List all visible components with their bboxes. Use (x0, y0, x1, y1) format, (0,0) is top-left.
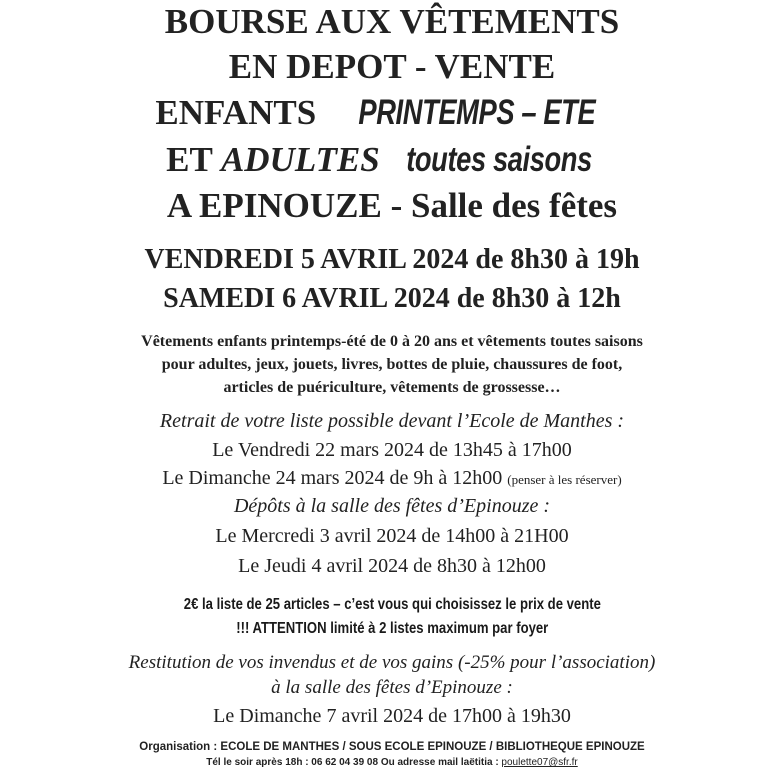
price-line-1-text: 2€ la liste de 25 articles – c’est vous qui choisissez le prix de vente (183, 596, 601, 613)
date-friday: VENDREDI 5 AVRIL 2024 de 8h30 à 19h (144, 244, 640, 275)
retrait-date-2-note: (penser à les réserver) (507, 472, 622, 487)
title-line-5: A EPINOUZE - Salle des fêtes (166, 186, 618, 225)
title-adultes: ADULTES (220, 140, 380, 179)
footer-organisation: Organisation : ECOLE DE MANTHES / SOUS ECOLE EPINOUZE / BIBLIOTHEQUE EPINOUZE (139, 741, 645, 753)
date-saturday: SAMEDI 6 AVRIL 2024 de 8h30 à 12h (163, 283, 621, 314)
price-line-2-text: !!! ATTENTION limité à 2 listes maximum par foyer (235, 620, 549, 637)
title-line-1: BOURSE AUX VÊTEMENTS (164, 2, 620, 41)
title-et: ET (166, 140, 221, 179)
title-line-4 (0, 140, 784, 180)
depots-heading: Dépôts à la salle des fêtes d’Epinouze : (233, 495, 551, 517)
price-line-1 (0, 594, 784, 616)
footer-contact (0, 755, 784, 770)
title-line-3 (0, 93, 784, 133)
description-line-2: pour adultes, jeux, jouets, livres, bottes de pluie, chaussures de foot, (161, 356, 623, 373)
title-printemps-ete: PRINTEMPS – ETE (358, 93, 596, 132)
footer-email-link[interactable]: poulette07@sfr.fr (501, 757, 578, 768)
restitution-date: Le Dimanche 7 avril 2024 de 17h00 à 19h30 (213, 705, 571, 727)
price-line-2 (0, 618, 784, 640)
retrait-date-1: Le Vendredi 22 mars 2024 de 13h45 à 17h00 (212, 439, 572, 461)
title-line-2: EN DEPOT - VENTE (228, 47, 556, 86)
retrait-date-2-text: Le Dimanche 24 mars 2024 de 9h à 12h00 (162, 467, 503, 489)
description-line-3: articles de puériculture, vêtements de grossesse… (223, 379, 561, 396)
depots-date-2: Le Jeudi 4 avril 2024 de 8h30 à 12h00 (238, 555, 546, 577)
retrait-date-2 (0, 465, 784, 493)
restitution-line-2: à la salle des fêtes d’Epinouze : (271, 677, 513, 698)
restitution-line-1: Restitution de vos invendus et de vos gains (-25% pour l’association) (128, 652, 656, 673)
title-enfants: ENFANTS (155, 93, 325, 132)
title-toutes-saisons: toutes saisons (405, 140, 592, 179)
description-line-1: Vêtements enfants printemps-été de 0 à 20 ans et vêtements toutes saisons (141, 333, 643, 350)
depots-date-1: Le Mercredi 3 avril 2024 de 14h00 à 21H00 (215, 525, 569, 547)
retrait-heading: Retrait de votre liste possible devant l’Ecole de Manthes : (159, 410, 625, 432)
footer-contact-text: Tél le soir après 18h : 06 62 04 39 08 Ou adresse mail laëtitia : (206, 757, 502, 768)
